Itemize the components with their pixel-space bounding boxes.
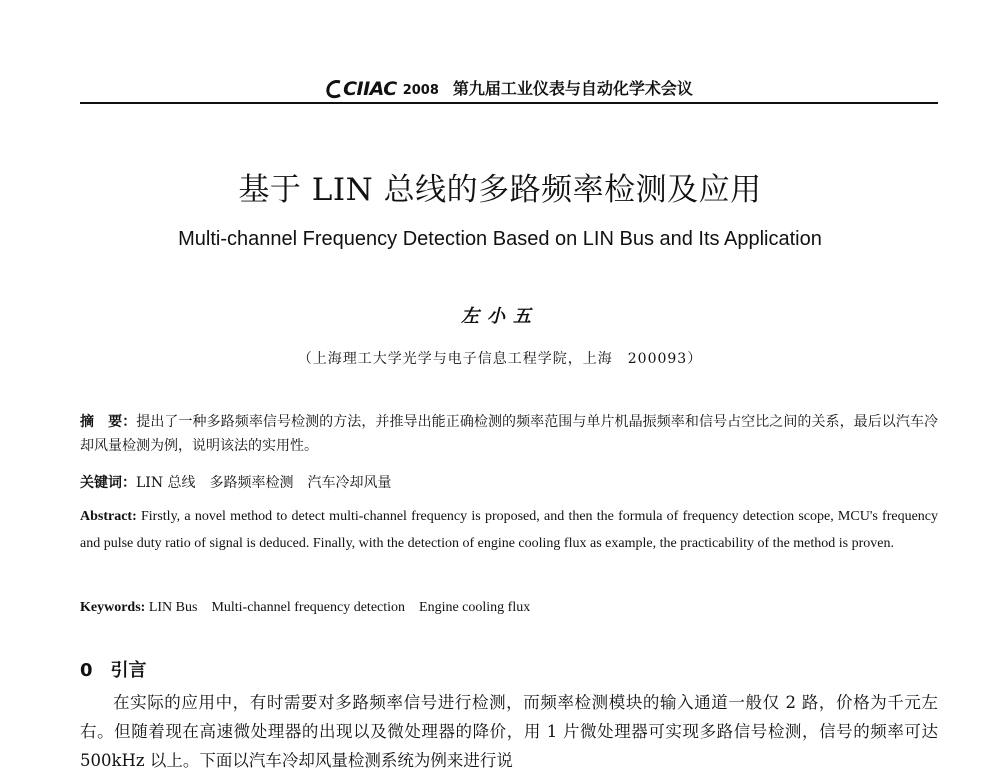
- keywords-english-label: Keywords:: [80, 600, 146, 615]
- body-paragraph: 在实际的应用中，有时需要对多路频率信号进行检测，而频率检测模块的输入通道一般仅 2 路，价格为千元左右。但随着现在高速微处理器的出现以及微处理器的降价，用 1 片微处理器可实现多路信号检测，信号的频率可达 500kHz 以上。下面以汽车冷却风量检测系统为例来进行说: [80, 693, 938, 770]
- running-header: [80, 72, 938, 104]
- abstract-chinese-label: 摘 要：: [80, 414, 137, 430]
- conference-name: 第九届工业仪表与自动化学术会议: [452, 79, 693, 98]
- keywords-chinese-label: 关键词：: [80, 475, 136, 491]
- abstract-chinese: [80, 410, 938, 458]
- logo-year: 2008: [402, 83, 439, 98]
- author-name: 左小五: [461, 306, 539, 327]
- paper-title-english: Multi-channel Frequency Detection Based on LIN Bus and Its Application: [178, 228, 822, 250]
- abstract-english-text: Firstly, a novel method to detect multi-channel frequency is proposed, and then the formula of frequency detection scope, MCU's frequency and pulse duty ratio of signal is deduced. Finally, with the detection of engine cooling flux as example, the practicability of the method is proven.: [80, 509, 938, 551]
- keywords-chinese-text: LIN 总线 多路频率检测 汽车冷却风量: [136, 475, 392, 491]
- author-affiliation: （上海理工大学光学与电子信息工程学院，上海 200093）: [297, 351, 703, 367]
- keywords-english-text: LIN Bus Multi-channel frequency detection Engine cooling flux: [145, 600, 531, 615]
- section-number: 0: [80, 660, 93, 681]
- logo-text: CIIAC: [343, 78, 397, 100]
- paper-title-chinese: 基于 LIN 总线的多路频率检测及应用: [238, 172, 762, 208]
- abstract-english-label: Abstract:: [80, 509, 137, 524]
- conference-logo: [325, 79, 439, 99]
- keywords-chinese: [80, 471, 938, 495]
- abstract-english: [80, 503, 938, 557]
- section-heading: [80, 656, 147, 682]
- logo-swoosh-icon: [325, 79, 343, 99]
- section-title: 引言: [110, 660, 147, 681]
- abstract-chinese-text: 提出了一种多路频率信号检测的方法，并推导出能正确检测的频率范围与单片机晶振频率和信号占空比之间的关系，最后以汽车冷却风量检测为例，说明该法的实用性。: [80, 414, 939, 454]
- keywords-english: [80, 596, 938, 620]
